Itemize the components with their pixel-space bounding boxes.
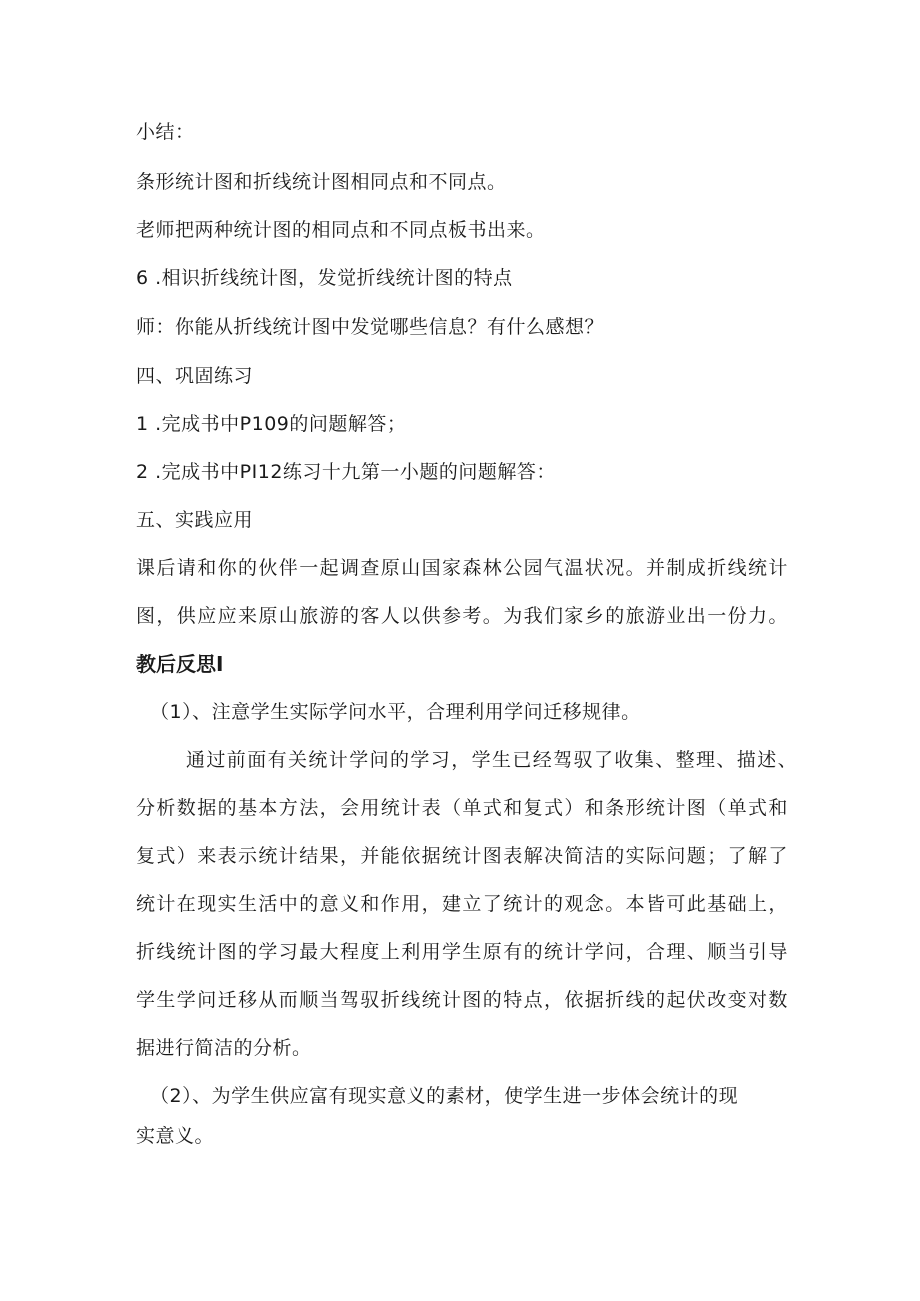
- exercise-1: 1 .完成书中P109的问题解答；: [136, 413, 407, 435]
- reflection-paragraph-line-7: 据进行简洁的分析。: [136, 1037, 312, 1059]
- reflection-paragraph-line-2: 分析数据的基本方法，会用统计表（单式和复式）和条形统计图（单式和: [136, 797, 789, 819]
- section-5-heading: 五、实践应用: [136, 509, 254, 531]
- reflection-paragraph-line-6: 学生学问迁移从而顺当驾驭折线统计图的特点，依据折线的起伏改变对数: [136, 989, 789, 1011]
- step-6-heading: 6 .相识折线统计图，发觉折线统计图的特点: [136, 267, 513, 289]
- reflection-paragraph-line-5: 折线统计图的学习最大程度上利用学生原有的统计学问，合理、顺当引导: [136, 941, 789, 963]
- reflection-point-2-cont: 实意义。: [136, 1125, 215, 1147]
- summary-line-2: 老师把两种统计图的相同点和不同点板书出来。: [136, 219, 546, 241]
- summary-line-1: 条形统计图和折线统计图相同点和不同点。: [136, 171, 507, 193]
- reflection-paragraph-line-4: 统计在现实生活中的意义和作用，建立了统计的观念。本皆可此基础上，: [136, 893, 789, 915]
- practice-paragraph-line-1: 课后请和你的伙伴一起调查原山国家森林公园气温状况。并制成折线统计: [136, 557, 789, 579]
- reflection-paragraph-line-1: 通过前面有关统计学问的学习，学生已经驾驭了收集、整理、描述、: [186, 749, 799, 771]
- reflection-paragraph-line-3: 复式）来表示统计结果，并能依据统计图表解决简洁的实际问题；了解了: [136, 845, 789, 867]
- teacher-question: 师：你能从折线统计图中发觉哪些信息？有什么感想？: [136, 316, 605, 338]
- summary-label: 小结：: [136, 121, 195, 143]
- reflection-point-1: （1）、注意学生实际学问水平，合理利用学问迁移规律。: [150, 701, 641, 723]
- section-4-heading: 四、巩固练习: [136, 365, 254, 387]
- exercise-2: 2 .完成书中PI12练习十九第一小题的问题解答：: [136, 461, 556, 483]
- reflection-point-2: （2）、为学生供应富有现实意义的素材，使学生进一步体会统计的现: [150, 1085, 739, 1107]
- practice-paragraph-line-2: 图，供应应来原山旅游的客人以供参考。为我们家乡的旅游业出一份力。: [136, 605, 789, 627]
- reflection-heading: 教后反思I: [136, 652, 224, 676]
